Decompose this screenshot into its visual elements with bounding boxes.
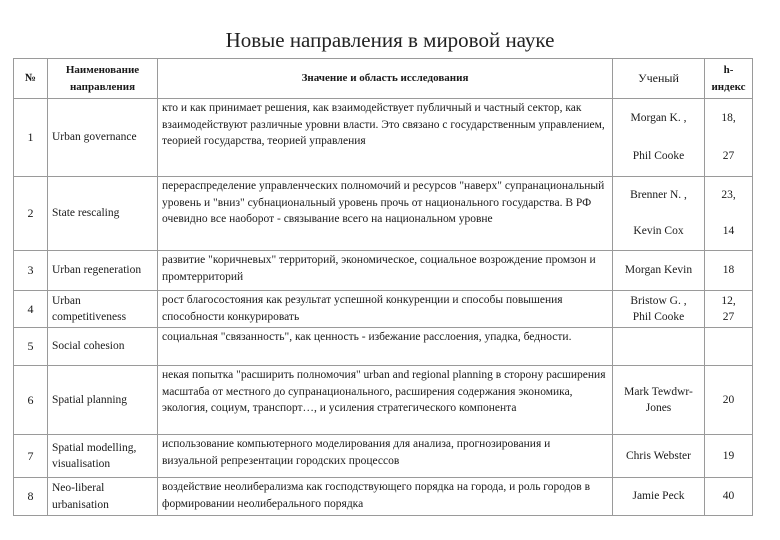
row-scientist [613,328,705,366]
row-desc: некая попытка "расширить полномочия" urban and regional planning в сторону расширения масштаба от местного до супранационального, расширения содержания экономика, экология, социум, транспорт…, и усиления стратегического компонента [158,366,613,435]
row-desc: перераспределение управленческих полномочий и ресурсов "наверх" супранациональный уровень и "вниз" субнациональный уровень прочь от национального государства. В РФ очевидно все наоборот - связывание всего на национальном уровне [158,177,613,251]
row-num: 7 [14,435,48,478]
scientist-name: Kevin Cox [633,225,684,238]
row-name: Urban regeneration [48,251,158,291]
row-name: Neo-liberal urbanisation [48,478,158,516]
row-desc: воздействие неолиберализма как господствующего порядка на города, и роль городов в формировании неолиберального порядка [158,478,613,516]
row-num: 8 [14,478,48,516]
page-title: Новые направления в мировой науке [225,28,555,52]
row-num: 4 [14,291,48,328]
table-row [14,251,753,291]
hindex-value: 14 [722,225,735,238]
row-hindex: 40 [705,478,753,516]
row-hindex [705,328,753,366]
row-num: 6 [14,366,48,435]
scientist-name: Phil Cooke [632,150,685,163]
hindex-value: 27 [722,311,735,323]
row-desc: социальная "связанность", как ценность - избежание расслоения, упадка, бедности. [158,328,613,366]
row-scientist [613,177,705,251]
row-num: 5 [14,328,48,366]
scientist-name: Morgan K. , [630,112,687,125]
hindex-value: 12, [721,294,736,307]
row-hindex: 18 [705,251,753,291]
row-scientist: Mark Tewdwr-Jones [613,366,705,435]
row-hindex [705,99,753,177]
header-desc: Значение и область исследования [158,59,613,99]
table-row [14,177,753,251]
row-name: Spatial modelling, visualisation [48,435,158,478]
row-scientist [613,291,705,328]
table-row [14,99,753,177]
row-num: 1 [14,99,48,177]
row-hindex [705,177,753,251]
row-hindex: 20 [705,366,753,435]
row-num: 3 [14,251,48,291]
hindex-value: 23, [721,189,736,202]
table-row [14,478,753,516]
directions-table [13,58,753,516]
table-row [14,328,753,366]
row-scientist: Jamie Peck [613,478,705,516]
row-desc: использование компьютерного моделирования для анализа, прогнозирования и визуальной репрезентации городских процессов [158,435,613,478]
hindex-value: 27 [722,150,735,163]
scientist-name: Phil Cooke [632,311,685,323]
row-desc: развитие "коричневых" территорий, экономическое, социальное возрождение промзон и промтерриторий [158,251,613,291]
table-row [14,366,753,435]
row-hindex [705,291,753,328]
row-name: State rescaling [48,177,158,251]
row-scientist: Morgan Kevin [613,251,705,291]
row-name: Social cohesion [48,328,158,366]
table-row [14,291,753,328]
row-name: Urban governance [48,99,158,177]
header-hindex: h-индекс [705,59,753,99]
scientist-name: Brenner N. , [630,189,687,202]
row-hindex: 19 [705,435,753,478]
header-row [14,59,753,99]
row-name: Spatial planning [48,366,158,435]
header-name: Наименование направления [48,59,158,99]
table-row [14,435,753,478]
row-name: Urban competitiveness [48,291,158,328]
row-scientist: Chris Webster [613,435,705,478]
row-desc: кто и как принимает решения, как взаимодействует публичный и частный сектор, как взаимодействуют различные уровни власти. Это связано с государственным управлением, теорией государства, теорией управления [158,99,613,177]
row-num: 2 [14,177,48,251]
row-scientist [613,99,705,177]
row-desc: рост благосостояния как результат успешной конкуренции и способы повышения способности конкурировать [158,291,613,328]
scientist-name: Bristow G. , [630,294,687,307]
header-scientist: Ученый [613,59,705,99]
hindex-value: 18, [721,112,736,125]
header-num: № [14,59,48,99]
